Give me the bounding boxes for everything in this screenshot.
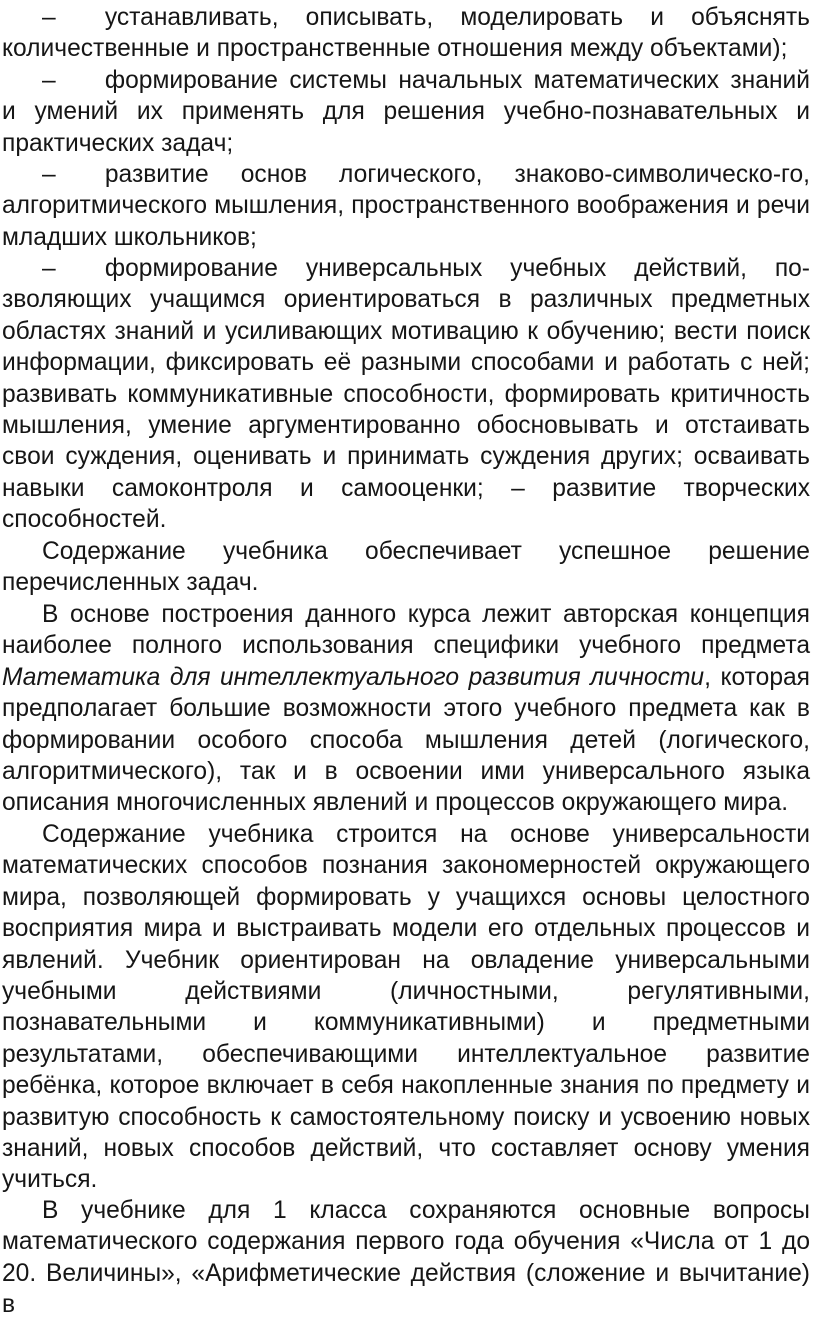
paragraph-2-text-after: , которая предполагает большие возможности этого учебного предмета как в формировании особого способа мышления детей (логического, алгоритмического), так и в освоении ими универсального языка описания многочисленных явлений и процессов окружающего мира. — [2, 663, 811, 817]
paragraph-content-solves-tasks: Содержание учебника обеспечивает успешное решение перечисленных задач. — [2, 538, 810, 597]
list-item-2: – формирование системы начальных математических знаний и умений их применять для решения учебно-познавательных и практических задач; — [2, 67, 810, 157]
course-title-italic: Математика для интеллектуального развития личности — [2, 663, 705, 691]
paragraph-2-text-before: В основе построения данного курса лежит авторская концепция наиболее полного использования специфики учебного предмета — [2, 601, 810, 660]
list-item-4: – формирование универсальных учебных действий, по-зволяющих учащимся ориентироваться в различных предметных областях знаний и усиливающих мотивацию к обучению; вести поиск информации, фиксировать её разными способами и работать с ней; развивать коммуникативные способности, формировать критичность мышления, умение аргументированно обосновывать и отстаивать свои суждения, оценивать и принимать суждения других; осваивать навыки самоконтроля и самооценки; – развитие творческих способностей. — [2, 255, 810, 534]
list-item-1: – устанавливать, описывать, моделировать и объяснять количественные и пространственные отношения между объектами); — [2, 4, 810, 63]
paragraph-first-grade: В учебнике для 1 класса сохраняются основные вопросы математического содержания первого года обучения «Числа от 1 до 20. Величины», «Арифметические действия (сложение и вычитание) в — [2, 1197, 810, 1319]
paragraph-textbook-structure: Содержание учебника строится на основе универсальности математических способов познания закономерностей окружающего мира, позволяющей формировать у учащихся основы целостного восприятия мира и выстраивать модели его отдельных процессов и явлений. Учебник ориентирован на овладение универсальными учебными действиями (личностными, регулятивными, познавательными и коммуникативными) и предметными результатами, обеспечивающими интеллектуальное развитие ребёнка, которое включает в себя накопленные знания по предмету и развитую способность к самостоятельному поиску и усвоению новых знаний, новых способов действий, что составляет основу умения учиться. — [2, 821, 810, 1194]
list-item-3: – развитие основ логического, знаково-символическо-го, алгоритмического мышления, пространственного воображения и речи младших школьников; — [2, 161, 810, 251]
paragraph-author-concept — [2, 599, 810, 819]
